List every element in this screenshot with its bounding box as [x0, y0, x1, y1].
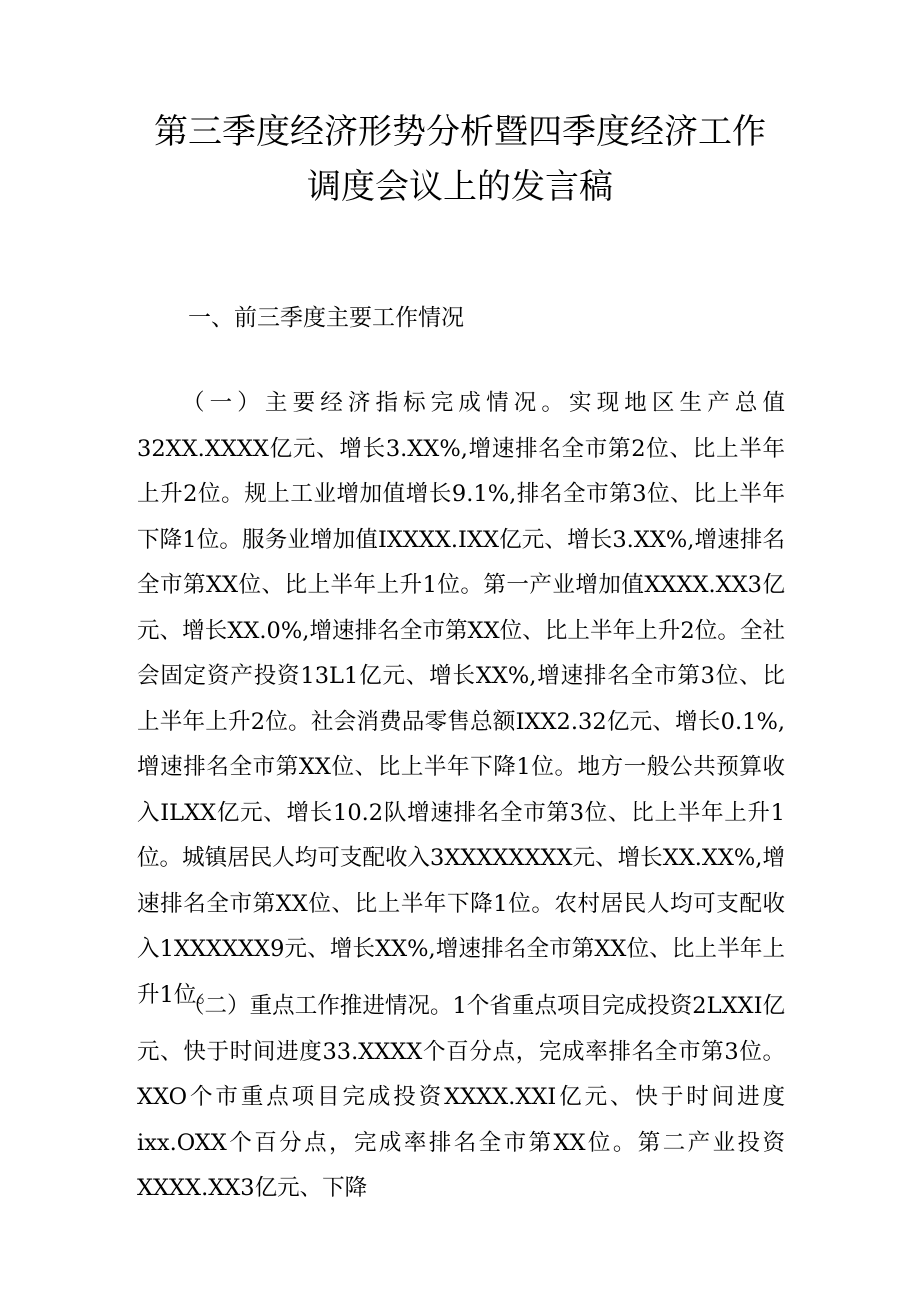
section-heading: 一、前三季度主要工作情况 — [188, 305, 464, 331]
document-title-line-1: 第三季度经济形势分析暨四季度经济工作 — [154, 112, 766, 152]
body-paragraph-economic-indicators: （一）主要经济指标完成情况。实现地区生产总值32XX.XXXX亿元、增长3.XX%,增速排名全市第2位、比上半年上升2位。规上工业增加值增长9.1%,排名全市第3位、比上半年下降1位。服务业增加值IXXXX.IXX亿元、增长3.XX%,增速排名全市第XX位、比上半年上升1位。第一产业增加值XXXX.XX3亿元、增长XX.0%,增速排名全市第XX位、比上半年上升2位。全社会固定资产投资13L1亿元、增长XX%,增速排名全市第3位、比上半年上升2位。社会消费品零售总额IXX2.32亿元、增长0.1%,增速排名全市第XX位、比上半年下降1位。地方一般公共预算收入ILXX亿元、增长10.2队增速排名全市第3位、比上半年上升1位。城镇居民人均可支配收入3XXXXXXXX元、增长XX.XX%,增速排名全市第XX位、比上半年下降1位。农村居民人均可支配收入1XXXXXX9元、增长XX%,增速排名全市第XX位、比上半年上升1位。 — [137, 390, 785, 1008]
body-paragraph-key-work-progress: （二）重点工作推进情况。1个省重点项目完成投资2LXXI亿元、快于时间进度33.XXXX个百分点，完成率排名全市第3位。XXO个市重点项目完成投资XXXX.XXI亿元、快于时间进度ixx.OXX个百分点，完成率排名全市第XX位。第二产业投资XXXX.XX3亿元、下降 — [137, 993, 785, 1201]
document-title-line-2: 调度会议上的发言稿 — [307, 167, 613, 207]
